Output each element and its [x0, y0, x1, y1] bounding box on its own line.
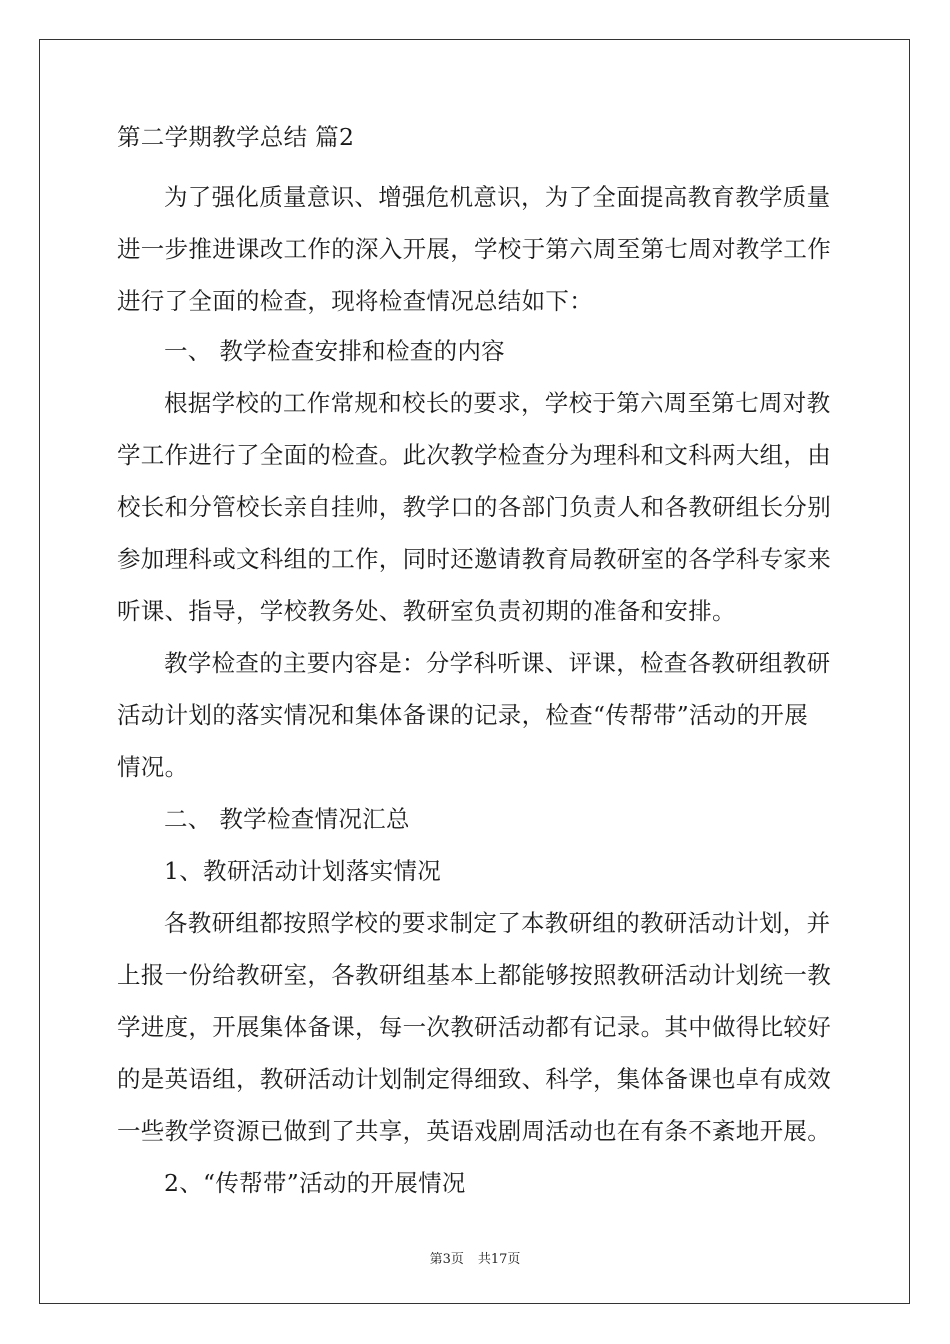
paragraph-line: 校长和分管校长亲自挂帅，教学口的各部门负责人和各教研组长分别	[117, 493, 831, 521]
section-heading: 二、 教学检查情况汇总	[164, 805, 410, 833]
paragraph-line: 情况。	[117, 753, 189, 781]
page-number: 第3页	[429, 1252, 464, 1267]
paragraph-line: 参加理科或文科组的工作，同时还邀请教育局教研室的各学科专家来	[117, 545, 831, 573]
page-footer	[0, 1248, 950, 1267]
paragraph-line: 学工作进行了全面的检查。此次教学检查分为理科和文科两大组，由	[117, 441, 831, 469]
paragraph-line: 听课、指导，学校教务处、教研室负责初期的准备和安排。	[117, 597, 736, 625]
paragraph-line: 学进度，开展集体备课，每一次教研活动都有记录。其中做得比较好	[117, 1013, 831, 1041]
paragraph-line: 的是英语组，教研活动计划制定得细致、科学，集体备课也卓有成效	[117, 1065, 831, 1093]
subsection-heading: 2、“传帮带”活动的开展情况	[164, 1169, 466, 1197]
paragraph-line: 进一步推进课改工作的深入开展，学校于第六周至第七周对教学工作	[117, 235, 831, 263]
page-total: 共17页	[477, 1252, 521, 1267]
paragraph-line: 为了强化质量意识、增强危机意识，为了全面提高教育教学质量	[164, 183, 831, 211]
paragraph-line: 进行了全面的检查，现将检查情况总结如下：	[117, 287, 593, 315]
document-title: 第二学期教学总结 篇2	[117, 123, 355, 151]
paragraph-line: 一些教学资源已做到了共享，英语戏剧周活动也在有条不紊地开展。	[117, 1117, 831, 1145]
paragraph-line: 根据学校的工作常规和校长的要求，学校于第六周至第七周对教	[164, 389, 831, 417]
paragraph-line: 各教研组都按照学校的要求制定了本教研组的教研活动计划，并	[164, 909, 831, 937]
paragraph-line: 活动计划的落实情况和集体备课的记录，检查“传帮带”活动的开展	[117, 701, 809, 729]
paragraph-line: 教学检查的主要内容是：分学科听课、评课，检查各教研组教研	[164, 649, 831, 677]
section-heading: 一、 教学检查安排和检查的内容	[164, 337, 505, 365]
subsection-heading: 1、教研活动计划落实情况	[164, 857, 442, 885]
paragraph-line: 上报一份给教研室，各教研组基本上都能够按照教研活动计划统一教	[117, 961, 831, 989]
